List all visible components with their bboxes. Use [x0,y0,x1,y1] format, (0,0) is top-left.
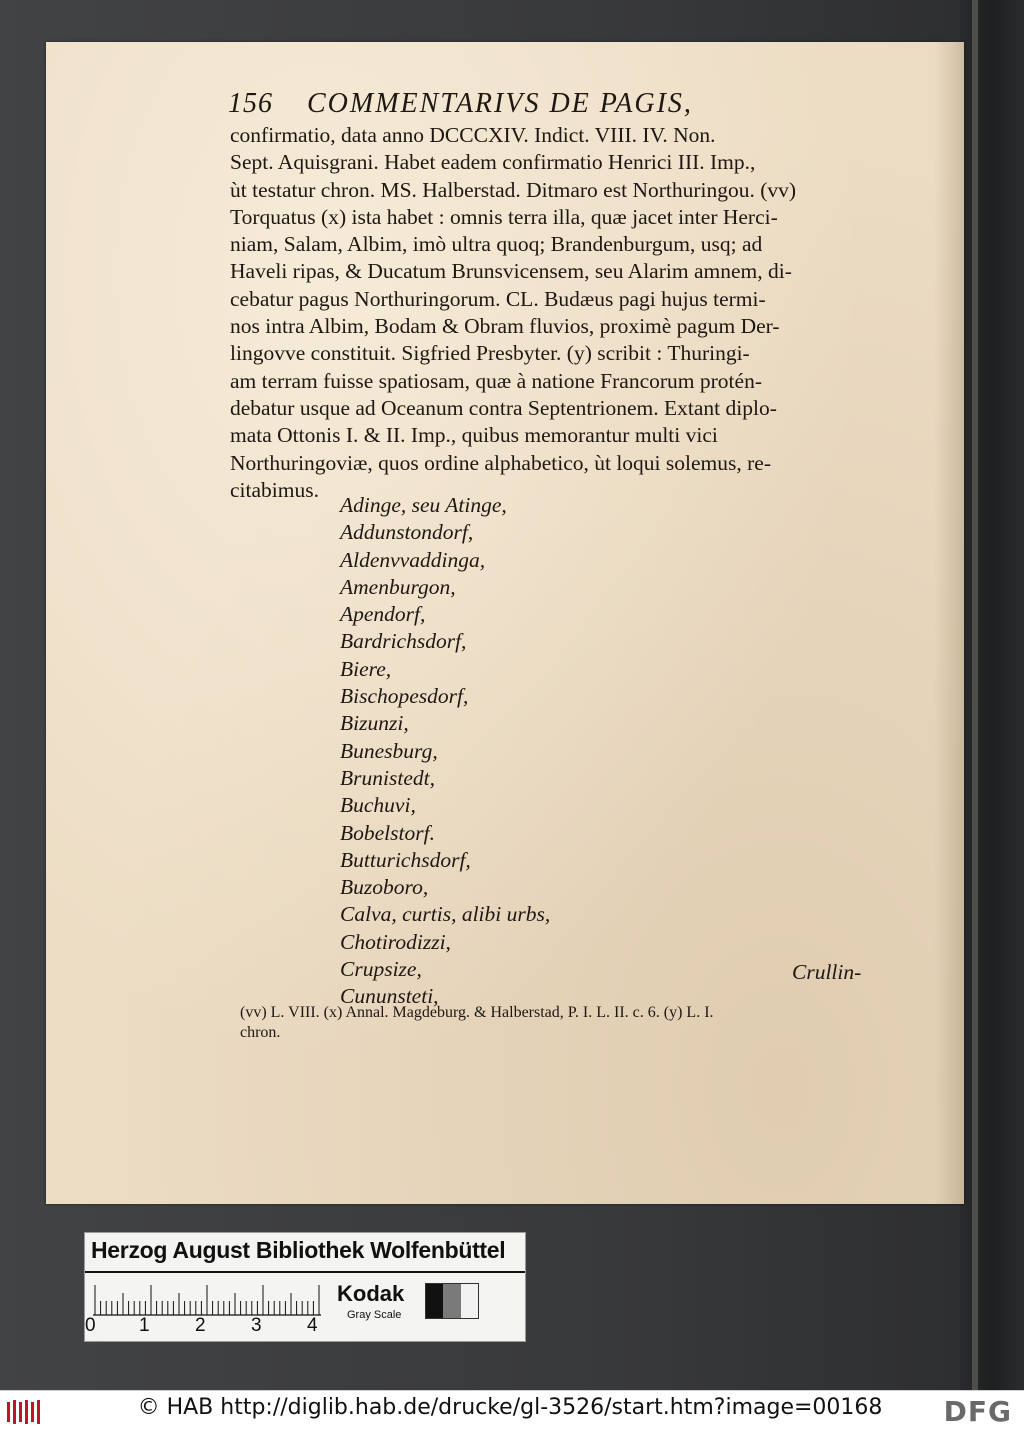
ruler-numbers [85,1315,325,1339]
gray-scale-label: Gray Scale [347,1309,402,1321]
scale-divider [85,1271,525,1273]
catchword: Crullin- [792,960,862,984]
body-line: debatur usque ad Oceanum contra Septentrionem. Extant diplo- [230,395,777,420]
ruler-number: 0 [85,1315,96,1336]
dfg-logo: DFG [943,1395,1012,1428]
body-line: Haveli ripas, & Ducatum Brunsvicensem, seu Alarim amnem, di- [230,259,792,284]
body-line: am terram fuisse spatiosam, quæ à natione Francorum protén- [230,368,762,393]
footnote-line: chron. [240,1024,281,1041]
gray-swatches [425,1283,479,1319]
swatch-white [461,1284,478,1318]
village-list [340,492,880,1011]
running-title: COMMENTARIVS DE PAGIS, [307,88,693,119]
village-entry: Cununsteti, [340,984,439,1009]
page-spine-shadow [934,42,964,1204]
body-line: Torquatus (x) ista habet : omnis terra illa, quæ jacet inter Herci- [230,204,778,229]
ruler-number: 2 [195,1315,206,1336]
body-line: cebatur pagus Northuringorum. CL. Budæus pagi hujus termi- [230,286,766,311]
village-entry: Crupsize, [340,957,422,982]
village-entry: Aldenvvaddinga, [340,547,486,572]
village-entry: Buchuvi, [340,793,416,818]
village-entry: Bischopesdorf, [340,684,469,709]
color-scale-card [84,1232,526,1342]
facing-page-highlight [972,0,978,1390]
village-entry: Butturichsdorf, [340,847,471,872]
body-line: confirmatio, data anno DCCCXIV. Indict. VIII. IV. Non. [230,123,716,147]
village-entry: Addunstondorf, [340,520,474,545]
swatch-gray [443,1284,460,1318]
footnotes [240,1003,880,1043]
ruler-number: 3 [251,1315,262,1336]
village-entry: Bobelstorf. [340,820,435,845]
body-line: Northuringoviæ, quos ordine alphabetico, ùt loqui solemus, re- [230,450,771,475]
village-entry: Buzoboro, [340,875,429,900]
footer-bar [0,1390,1024,1431]
body-line: lingovve constituit. Sigfried Presbyter. (y) scribit : Thuringi- [230,341,750,366]
body-line: mata Ottonis I. & II. Imp., quibus memorantur multi vici [230,423,718,448]
village-entry: Adinge, seu Atinge, [340,493,507,517]
page-number: 156 [228,88,273,119]
village-entry: Brunistedt, [340,765,435,790]
ruler-number: 4 [307,1315,318,1336]
footnote-line: (vv) L. VIII. (x) Annal. Magdeburg. & Halberstad, P. I. L. II. c. 6. (y) L. I. [240,1004,714,1021]
village-entry: Bunesburg, [340,738,438,763]
village-entry: Bizunzi, [340,711,409,736]
village-entry: Bardrichsdorf, [340,629,467,654]
body-line: niam, Salam, Albim, imò ultra quoq; Brandenburgum, usq; ad [230,232,763,257]
body-line: nos intra Albim, Bodam & Obram fluvios, proximè pagum Der- [230,314,780,339]
village-entry: Chotirodizzi, [340,929,451,954]
village-entry: Apendorf, [340,602,426,627]
village-entry: Calva, curtis, alibi urbs, [340,902,551,927]
village-entry: Amenburgon, [340,574,456,599]
kodak-brand: Kodak [337,1281,405,1306]
swatch-black [426,1284,443,1318]
body-line: ùt testatur chron. MS. Halberstad. Ditmaro est Northuringou. (vv) [230,177,797,202]
library-name: Herzog August Bibliothek Wolfenbüttel [91,1237,506,1263]
facing-page-edge [960,0,1024,1390]
body-line: Sept. Aquisgrani. Habet eadem confirmatio Henrici III. Imp., [230,150,756,175]
body-paragraph [230,122,870,504]
library-logo-icon [6,1399,46,1425]
ruler-icon [93,1279,325,1319]
village-entry: Biere, [340,656,392,681]
body-line: citabimus. [230,477,319,502]
ruler-number: 1 [139,1315,150,1336]
copyright-link[interactable]: © HAB http://diglib.hab.de/drucke/gl-3526/start.htm?image=00168 [137,1395,883,1420]
